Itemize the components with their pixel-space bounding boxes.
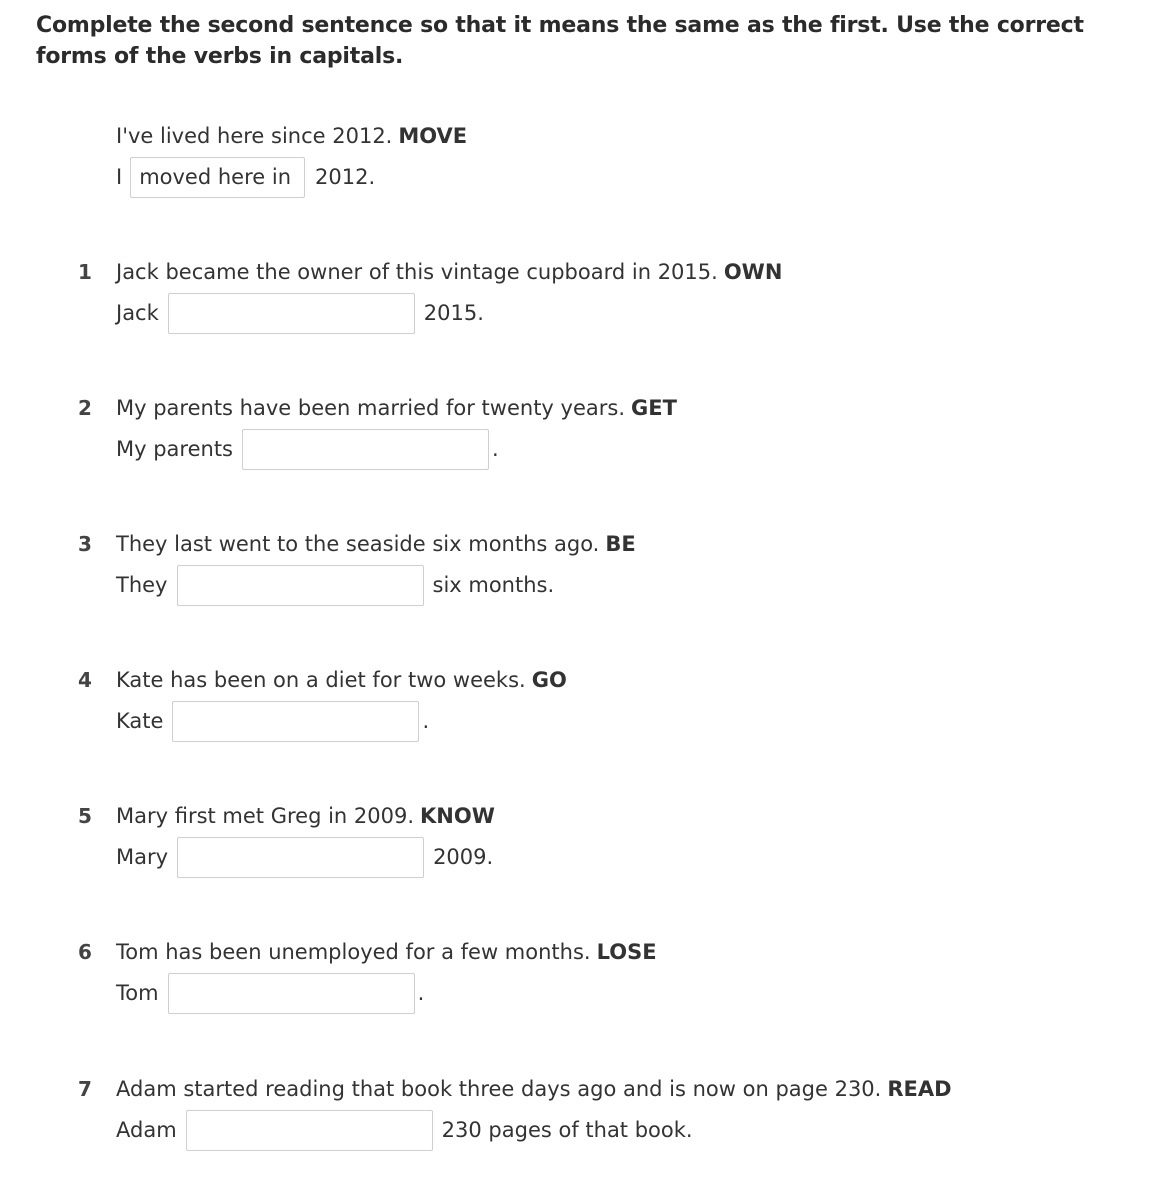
keyword: KNOW [420, 804, 495, 828]
keyword: GO [531, 668, 567, 692]
original-sentence [116, 796, 495, 836]
rewrite-line [116, 973, 424, 1013]
rewrite-line [116, 565, 554, 605]
item-number: 2 [78, 396, 92, 420]
original-sentence [116, 388, 677, 428]
answer-input-6[interactable] [168, 973, 415, 1014]
original-sentence [116, 1069, 952, 1109]
rewrite-line [116, 701, 429, 741]
example-keyword: MOVE [398, 124, 468, 148]
example-suffix: 2012. [315, 165, 376, 189]
sentence-suffix: 230 pages of that book. [441, 1118, 693, 1142]
sentence-text: My parents have been married for twenty years. [116, 396, 626, 420]
item-number: 6 [78, 940, 92, 964]
original-sentence [116, 524, 636, 564]
sentence-prefix: Mary [116, 845, 169, 869]
sentence-text: They last went to the seaside six months ago. [116, 532, 600, 556]
answer-input-7[interactable] [186, 1110, 433, 1151]
item-number: 1 [78, 260, 92, 284]
item-number: 7 [78, 1077, 92, 1101]
sentence-suffix: . [422, 709, 430, 733]
example-prefix: I [116, 165, 123, 189]
instructions: Complete the second sentence so that it means the same as the first. Use the correct forms of the verbs in capitals. [36, 13, 1084, 69]
sentence-prefix: Adam [116, 1118, 177, 1142]
keyword: READ [887, 1077, 952, 1101]
item-number: 4 [78, 668, 92, 692]
answer-input-2[interactable] [242, 429, 489, 470]
rewrite-line [116, 837, 493, 877]
sentence-prefix: They [116, 573, 168, 597]
sentence-suffix: . [417, 981, 425, 1005]
sentence-text: Kate has been on a diet for two weeks. [116, 668, 526, 692]
sentence-suffix: 2009. [433, 845, 494, 869]
sentence-suffix: 2015. [423, 301, 484, 325]
sentence-prefix: My parents [116, 437, 233, 461]
example-rewrite-line [116, 157, 375, 197]
sentence-text: Adam started reading that book three days ago and is now on page 230. [116, 1077, 882, 1101]
sentence-prefix: Kate [116, 709, 164, 733]
example-original-sentence [116, 116, 467, 156]
keyword: OWN [723, 260, 783, 284]
keyword: BE [605, 532, 636, 556]
rewrite-line [116, 293, 484, 333]
item-number: 5 [78, 804, 92, 828]
sentence-prefix: Tom [116, 981, 159, 1005]
answer-input-1[interactable] [168, 293, 415, 334]
sentence-text: Tom has been unemployed for a few months. [116, 940, 591, 964]
answer-input-4[interactable] [172, 701, 419, 742]
rewrite-line [116, 1110, 693, 1150]
sentence-suffix: six months. [432, 573, 555, 597]
sentence-text: Jack became the owner of this vintage cupboard in 2015. [116, 260, 718, 284]
original-sentence [116, 660, 567, 700]
original-sentence [116, 252, 782, 292]
sentence-text: Mary first met Greg in 2009. [116, 804, 415, 828]
example-answer-box: moved here in [130, 157, 305, 198]
example-sentence-text: I've lived here since 2012. [116, 124, 393, 148]
item-number: 3 [78, 532, 92, 556]
keyword: GET [631, 396, 677, 420]
answer-input-3[interactable] [177, 565, 424, 606]
original-sentence [116, 932, 657, 972]
keyword: LOSE [596, 940, 657, 964]
answer-input-5[interactable] [177, 837, 424, 878]
sentence-suffix: . [492, 437, 499, 461]
rewrite-line [116, 429, 499, 469]
sentence-prefix: Jack [116, 301, 159, 325]
